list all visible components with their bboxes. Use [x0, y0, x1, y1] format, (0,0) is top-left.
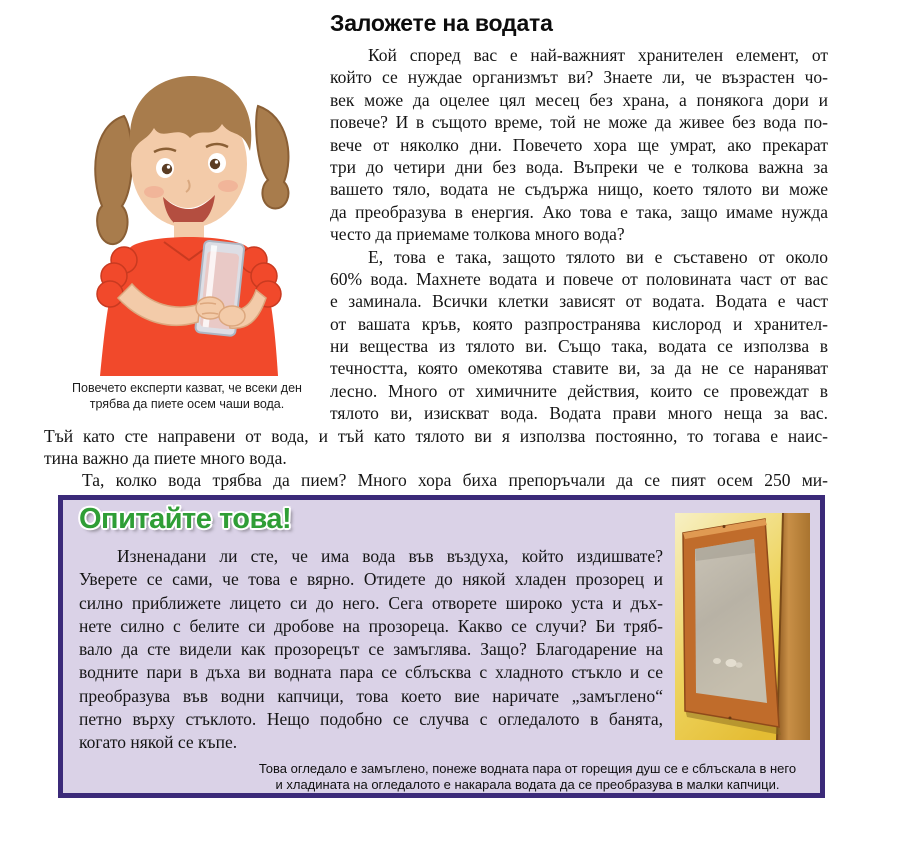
body-line: от вашата кръв, която разпространява кислород и хранител- — [330, 313, 828, 334]
try-box-caption-line: и хладината на огледалото е накарала водата да се преобразува в малки капчици. — [275, 776, 780, 792]
body-line: ни вещества из тялото ви. Също така, водата се използва в — [330, 336, 828, 357]
try-box-line: нете силно с белите си дробове на прозореца. Какво се случи? Би тряб- — [79, 615, 663, 636]
body-line: Е, това е така, защото тялото ви е съставено от около — [368, 246, 828, 267]
body-line: тина важно да пиете много вода. — [44, 448, 287, 469]
body-line: тялото ви, изискват вода. Водата прави много неща за вас. — [330, 403, 828, 424]
try-box-line: преобразува във водни капчици, това което вие наричате „замъглено“ — [79, 685, 663, 706]
body-line: повече? И в същото време, той не може да живее без вода по- — [330, 112, 828, 133]
girl-photo — [62, 46, 312, 376]
try-box-caption — [249, 761, 806, 793]
try-box-caption-line: Това огледало е замъглено, понеже водната пара от горещия душ се е сблъскала в него — [258, 760, 797, 776]
try-box-line: Изненадани ли сте, че има вода във въздуха, който издишвате? — [117, 546, 663, 566]
try-box-line: петно върху стъклото. Нещо подобно се случва с огледалото в банята, — [79, 709, 663, 730]
mirror-photo-figure — [675, 513, 810, 740]
body-line: е заминала. Всички клетки зависят от водата. Водата е част — [330, 291, 828, 312]
try-box-title: Опитайте това! — [79, 503, 292, 535]
body-line: три до четири дни без вода. Въпреки че е толкова важна за — [330, 156, 828, 177]
try-box-line: водните пари в дъха ви водната пара се сблъсква с хладното стъкло и се — [79, 662, 663, 683]
body-line: често да приемаме толкова много вода? — [330, 224, 625, 245]
body-line: Кой според вас е най-важният хранителен елемент, от — [368, 45, 828, 65]
try-box-line: силно приближете лицето си до него. Сега отворете широко уста и дъх- — [79, 592, 663, 613]
body-line: който се нуждае организмът ви? Знаете ли, че възрастен чо- — [330, 67, 828, 88]
body-line: Тъй като сте направени от вода, и тъй като тялото ви я използва постоянно, то тогава е наис- — [44, 425, 828, 446]
body-line: лесно. Много от химичните действия, които се провеждат в — [330, 380, 828, 401]
body-line: да преобразува в енергия. Ако това е така, защо имаме нужда — [330, 201, 828, 222]
body-line: вече от няколко дни. Повечето хора ще умрат, ако прекарат — [330, 134, 828, 155]
body-line: течността, която омекотява ставите ви, за да не се нараняват — [330, 358, 828, 379]
photo-caption: Повечето експерти казват, че всеки ден трябва да пиете осем чаши вода. — [72, 381, 302, 411]
try-box-line: вало да сте видели как прозорецът се замъглява. Защо? Благодарение на — [79, 639, 663, 660]
body-line: 60% вода. Махнете водата и повече от половината част от вас — [330, 268, 828, 289]
article — [44, 8, 828, 500]
try-box-line: когато някой се къпе. — [79, 732, 238, 753]
page-title: Заложете на водата — [330, 10, 553, 36]
body-line: вашето тяло, водата не съдържа нищо, което тялото ви може — [330, 179, 828, 200]
body-line: век може да оцелее цял месец без храна, а понякога дори и — [330, 89, 828, 110]
mirror-photo — [675, 513, 810, 740]
girl-photo-figure — [44, 8, 330, 420]
try-this-box — [58, 495, 825, 798]
body-line: Та, колко вода трябва да пием? Много хора биха препоръчали да се пият осем 250 ми- — [82, 470, 828, 491]
try-box-line: Уверете се сами, че това е вярно. Отидете до някой хладен прозорец и — [79, 569, 663, 590]
